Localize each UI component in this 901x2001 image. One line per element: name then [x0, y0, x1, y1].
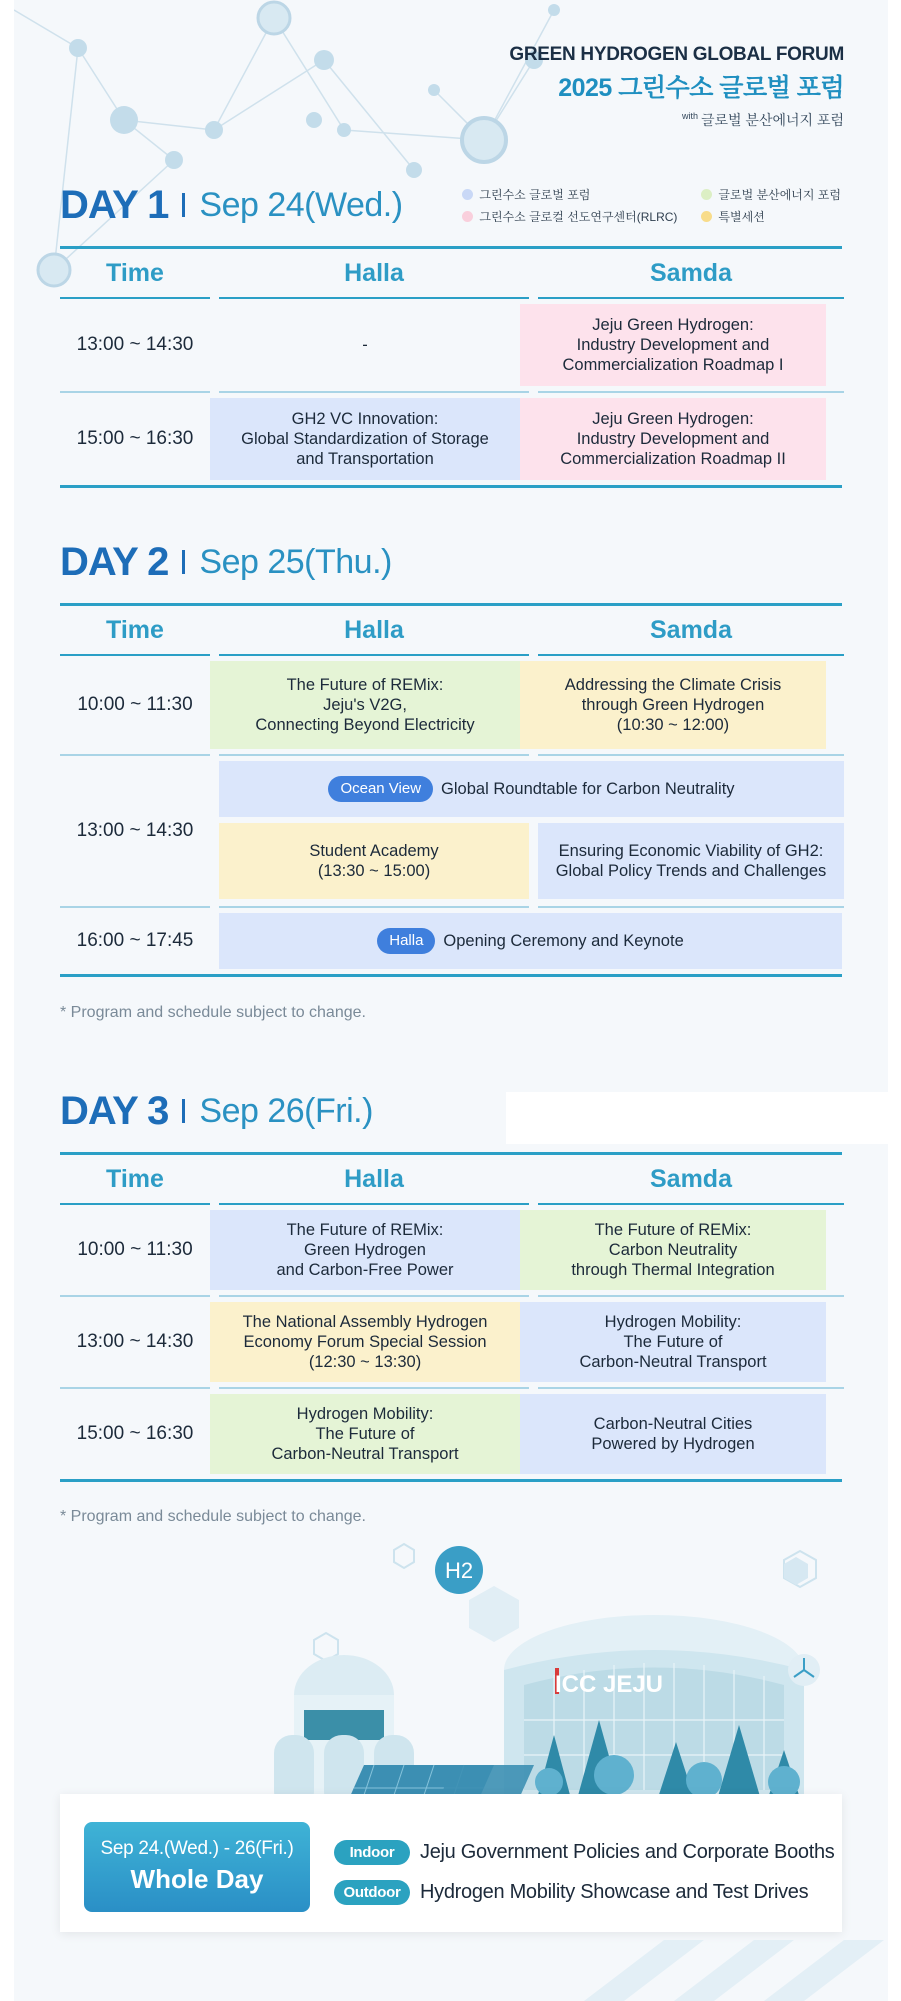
heading-divider [182, 193, 185, 217]
day3-number: DAY 3 [60, 1088, 169, 1133]
venue-tag: Halla [377, 928, 435, 954]
legend-item: 그린수소 글로벌 포럼 [462, 186, 677, 203]
legend-item: 그린수소 글로컬 선도연구센터(RLRC) [462, 208, 677, 225]
table-header-row [60, 249, 842, 297]
forum-header [509, 44, 844, 130]
session-cell: Hydrogen Mobility: The Future of Carbon-Neutral Transport [210, 1394, 520, 1474]
session-cell: Student Academy (13:30 ~ 15:00) [219, 823, 529, 899]
session-cell: The National Assembly Hydrogen Economy Forum Special Session (12:30 ~ 13:30) [210, 1302, 520, 1382]
building-sign: ICC JEJU [554, 1671, 664, 1698]
day1-number: DAY 1 [60, 182, 169, 227]
exhibition-info-box [60, 1794, 842, 1932]
time-cell: 13:00 ~ 14:30 [76, 334, 194, 355]
time-cell: 15:00 ~ 16:30 [76, 428, 194, 449]
day3-schedule-table [60, 1152, 842, 1482]
table-row [60, 908, 842, 974]
legend-item: 특별세션 [701, 208, 841, 225]
day3-heading [60, 1086, 842, 1136]
forum-schedule-page [14, 0, 888, 2001]
table-header-row [60, 1155, 842, 1203]
day2-schedule-table [60, 603, 842, 977]
table-bottom-rule [60, 1479, 842, 1482]
exhibition-list [334, 1832, 835, 1912]
session-cell: Hydrogen Mobility: The Future of Carbon-Neutral Transport [520, 1302, 826, 1382]
exhibition-hours: Whole Day [130, 1864, 264, 1894]
h2-badge: H2 [444, 1558, 474, 1583]
col-time-header: Time [106, 1164, 164, 1193]
corner-stripes-decoration [544, 1940, 888, 2001]
time-cell: 10:00 ~ 11:30 [77, 1239, 193, 1260]
exhibition-dates: Sep 24.(Wed.) - 26(Fri.) [100, 1838, 294, 1859]
day3-date: Sep 26(Fri.) [199, 1091, 373, 1130]
col-time-header: Time [106, 615, 164, 644]
day1-schedule-table [60, 246, 842, 488]
forum-title-en: GREEN HYDROGEN GLOBAL FORUM [509, 44, 844, 65]
table-header-row [60, 606, 842, 654]
day2-number: DAY 2 [60, 539, 169, 584]
table-bottom-rule [60, 974, 842, 977]
forum-subtitle: $^{with}$ 글로벌 분산에너지 포럼 [681, 111, 844, 128]
table-row [60, 656, 842, 754]
exhibition-item [334, 1872, 835, 1912]
col-samda-header: Samda [650, 258, 732, 287]
session-group [219, 756, 844, 906]
schedule-note: * Program and schedule subject to change. [60, 1004, 366, 1021]
table-row [60, 756, 842, 906]
session-cell: - [362, 336, 368, 354]
time-cell: 13:00 ~ 14:30 [76, 820, 194, 841]
session-cell: The Future of REMix: Jeju's V2G, Connecting Beyond Electricity [210, 661, 520, 749]
day1-heading [60, 180, 842, 230]
col-halla-header: Halla [344, 615, 404, 644]
heading-divider [182, 550, 185, 574]
exhibition-date-box [84, 1822, 310, 1912]
day2-date: Sep 25(Thu.) [199, 542, 392, 581]
session-cell: Carbon-Neutral Cities Powered by Hydrogen [520, 1394, 826, 1474]
table-bottom-rule [60, 485, 842, 488]
heading-divider [182, 1099, 185, 1123]
roundtable-session: Ocean View Global Roundtable for Carbon Neutrality [219, 761, 844, 817]
session-cell: Jeju Green Hydrogen: Industry Development and Commercialization Roadmap I [520, 304, 826, 386]
indoor-tag: Indoor [334, 1840, 410, 1865]
forum-title-kr: 2025 그린수소 글로벌 포럼 [558, 74, 844, 102]
exhibition-item-text: Hydrogen Mobility Showcase and Test Drives [420, 1880, 809, 1903]
time-cell: 13:00 ~ 14:30 [76, 1331, 194, 1352]
time-cell: 16:00 ~ 17:45 [76, 930, 194, 951]
split-sessions [219, 823, 844, 899]
exhibition-item-text: Jeju Government Policies and Corporate Booths [420, 1840, 835, 1863]
day3-section [60, 1086, 842, 1482]
session-cell: Ensuring Economic Viability of GH2: Global Policy Trends and Challenges [538, 823, 844, 899]
session-cell: The Future of REMix: Carbon Neutrality through Thermal Integration [520, 1210, 826, 1290]
outdoor-tag: Outdoor [334, 1880, 410, 1905]
session-cell: GH2 VC Innovation: Global Standardization of Storage and Transportation [210, 398, 520, 480]
col-halla-header: Halla [344, 258, 404, 287]
opening-session: Halla Opening Ceremony and Keynote [219, 913, 842, 969]
day1-section [60, 180, 842, 488]
col-halla-header: Halla [344, 1164, 404, 1193]
time-cell: 15:00 ~ 16:30 [76, 1423, 194, 1444]
icc-jeju-illustration [14, 1520, 888, 1820]
session-cell: The Future of REMix: Green Hydrogen and Carbon-Free Power [210, 1210, 520, 1290]
venue-tag: Ocean View [328, 776, 433, 802]
day2-heading [60, 537, 842, 587]
time-cell: 10:00 ~ 11:30 [77, 694, 193, 715]
legend-item: 글로벌 분산에너지 포럼 [701, 186, 841, 203]
table-row [60, 393, 842, 485]
col-time-header: Time [106, 258, 164, 287]
table-row [60, 1297, 842, 1387]
table-row [60, 299, 842, 391]
schedule-note: * Program and schedule subject to change. [60, 1508, 366, 1525]
day2-section [60, 537, 842, 977]
table-row [60, 1205, 842, 1295]
exhibition-item [334, 1832, 835, 1872]
day1-date: Sep 24(Wed.) [199, 185, 403, 224]
session-cell: Jeju Green Hydrogen: Industry Development and Commercialization Roadmap II [520, 398, 826, 480]
session-cell: Addressing the Climate Crisis through Green Hydrogen (10:30 ~ 12:00) [520, 661, 826, 749]
col-samda-header: Samda [650, 615, 732, 644]
table-row [60, 1389, 842, 1479]
col-samda-header: Samda [650, 1164, 732, 1193]
